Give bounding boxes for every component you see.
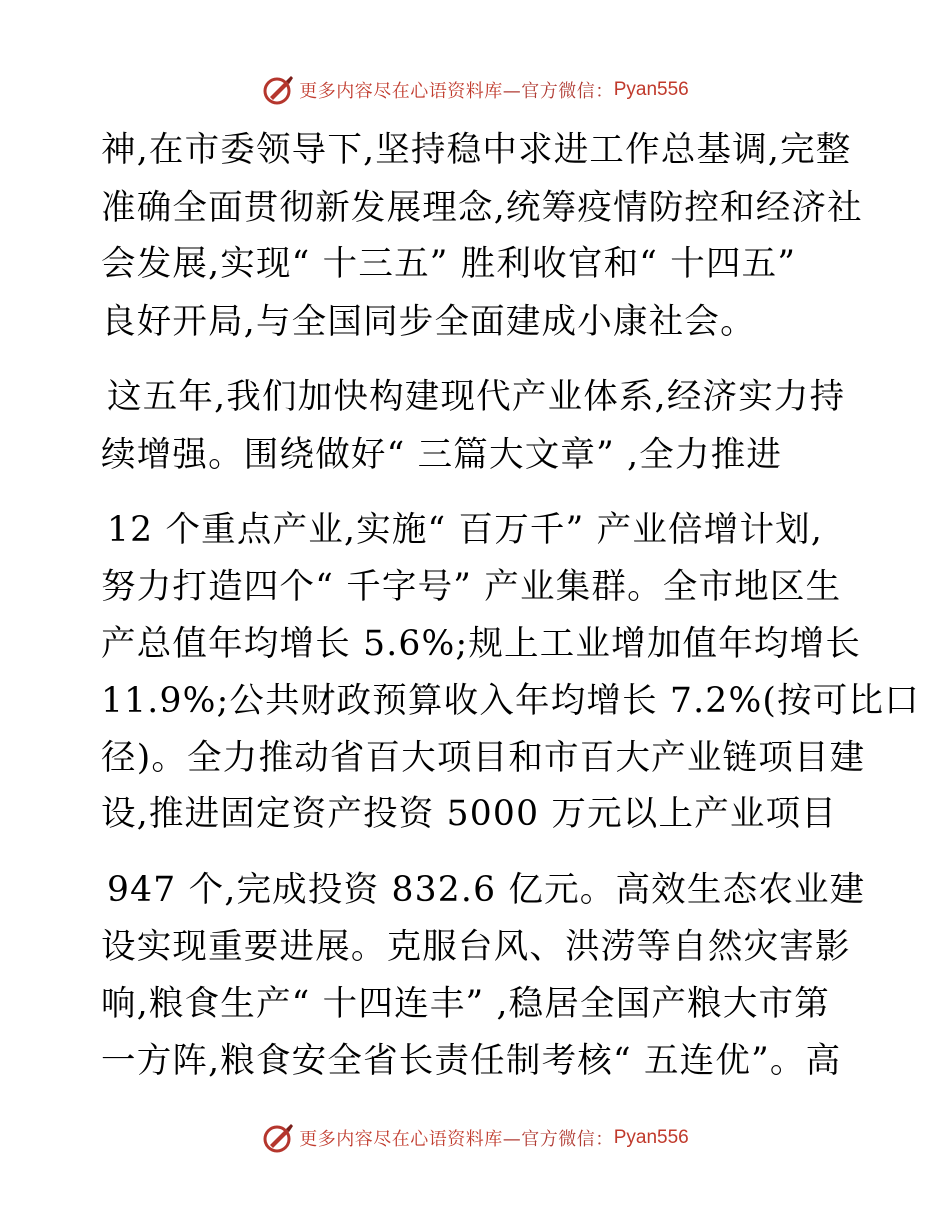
banner-separator: —官方微信：	[502, 1129, 614, 1150]
banner-wechat-handle: Pyan556	[613, 79, 689, 100]
text-line: 这五年,我们加快构建现代产业体系,经济实力持	[107, 377, 846, 417]
banner-wechat-handle: Pyan556	[613, 1127, 689, 1148]
text-line: 12 个重点产业,实施“ 百万千” 产业倍增计划,	[107, 510, 824, 550]
text-line: 一方阵,粮食安全省长责任制考核“ 五连优”。高	[101, 1041, 842, 1081]
text-line: 续增强。围绕做好“ 三篇大文章” ,全力推进	[101, 435, 783, 475]
pen-logo-icon	[261, 1121, 295, 1155]
text-line: 设,推进固定资产投资 5000 万元以上产业项目	[101, 794, 837, 834]
text-line: 产总值年均增长 5.6%;规上工业增加值年均增长	[101, 624, 862, 664]
text-line: 径)。全力推动省百大项目和市百大产业链项目建	[101, 738, 866, 778]
text-line: 神,在市委领导下,坚持稳中求进工作总基调,完整	[101, 130, 852, 170]
banner-text: 更多内容尽在心语资料库	[299, 1129, 503, 1150]
text-line: 11.9%;公共财政预算收入年均增长 7.2%(按可比口	[101, 681, 920, 721]
text-line: 947 个,完成投资 832.6 亿元。高效生态农业建	[107, 870, 866, 910]
footer-watermark-banner	[0, 1118, 950, 1158]
text-line: 设实现重要进展。克服台风、洪涝等自然灾害影	[101, 927, 851, 967]
text-line: 良好开局,与全国同步全面建成小康社会。	[101, 302, 756, 342]
banner-separator: —官方微信：	[502, 81, 614, 102]
text-line: 努力打造四个“ 千字号” 产业集群。全市地区生	[101, 567, 842, 607]
banner-text: 更多内容尽在心语资料库	[299, 81, 503, 102]
text-line: 准确全面贯彻新发展理念,统筹疫情防控和经济社	[101, 188, 863, 228]
pen-logo-icon	[261, 73, 295, 107]
text-line: 会发展,实现“ 十三五” 胜利收官和“ 十四五”	[101, 244, 797, 284]
header-watermark-banner	[0, 70, 950, 110]
text-line: 响,粮食生产“ 十四连丰” ,稳居全国产粮大市第	[101, 984, 830, 1024]
